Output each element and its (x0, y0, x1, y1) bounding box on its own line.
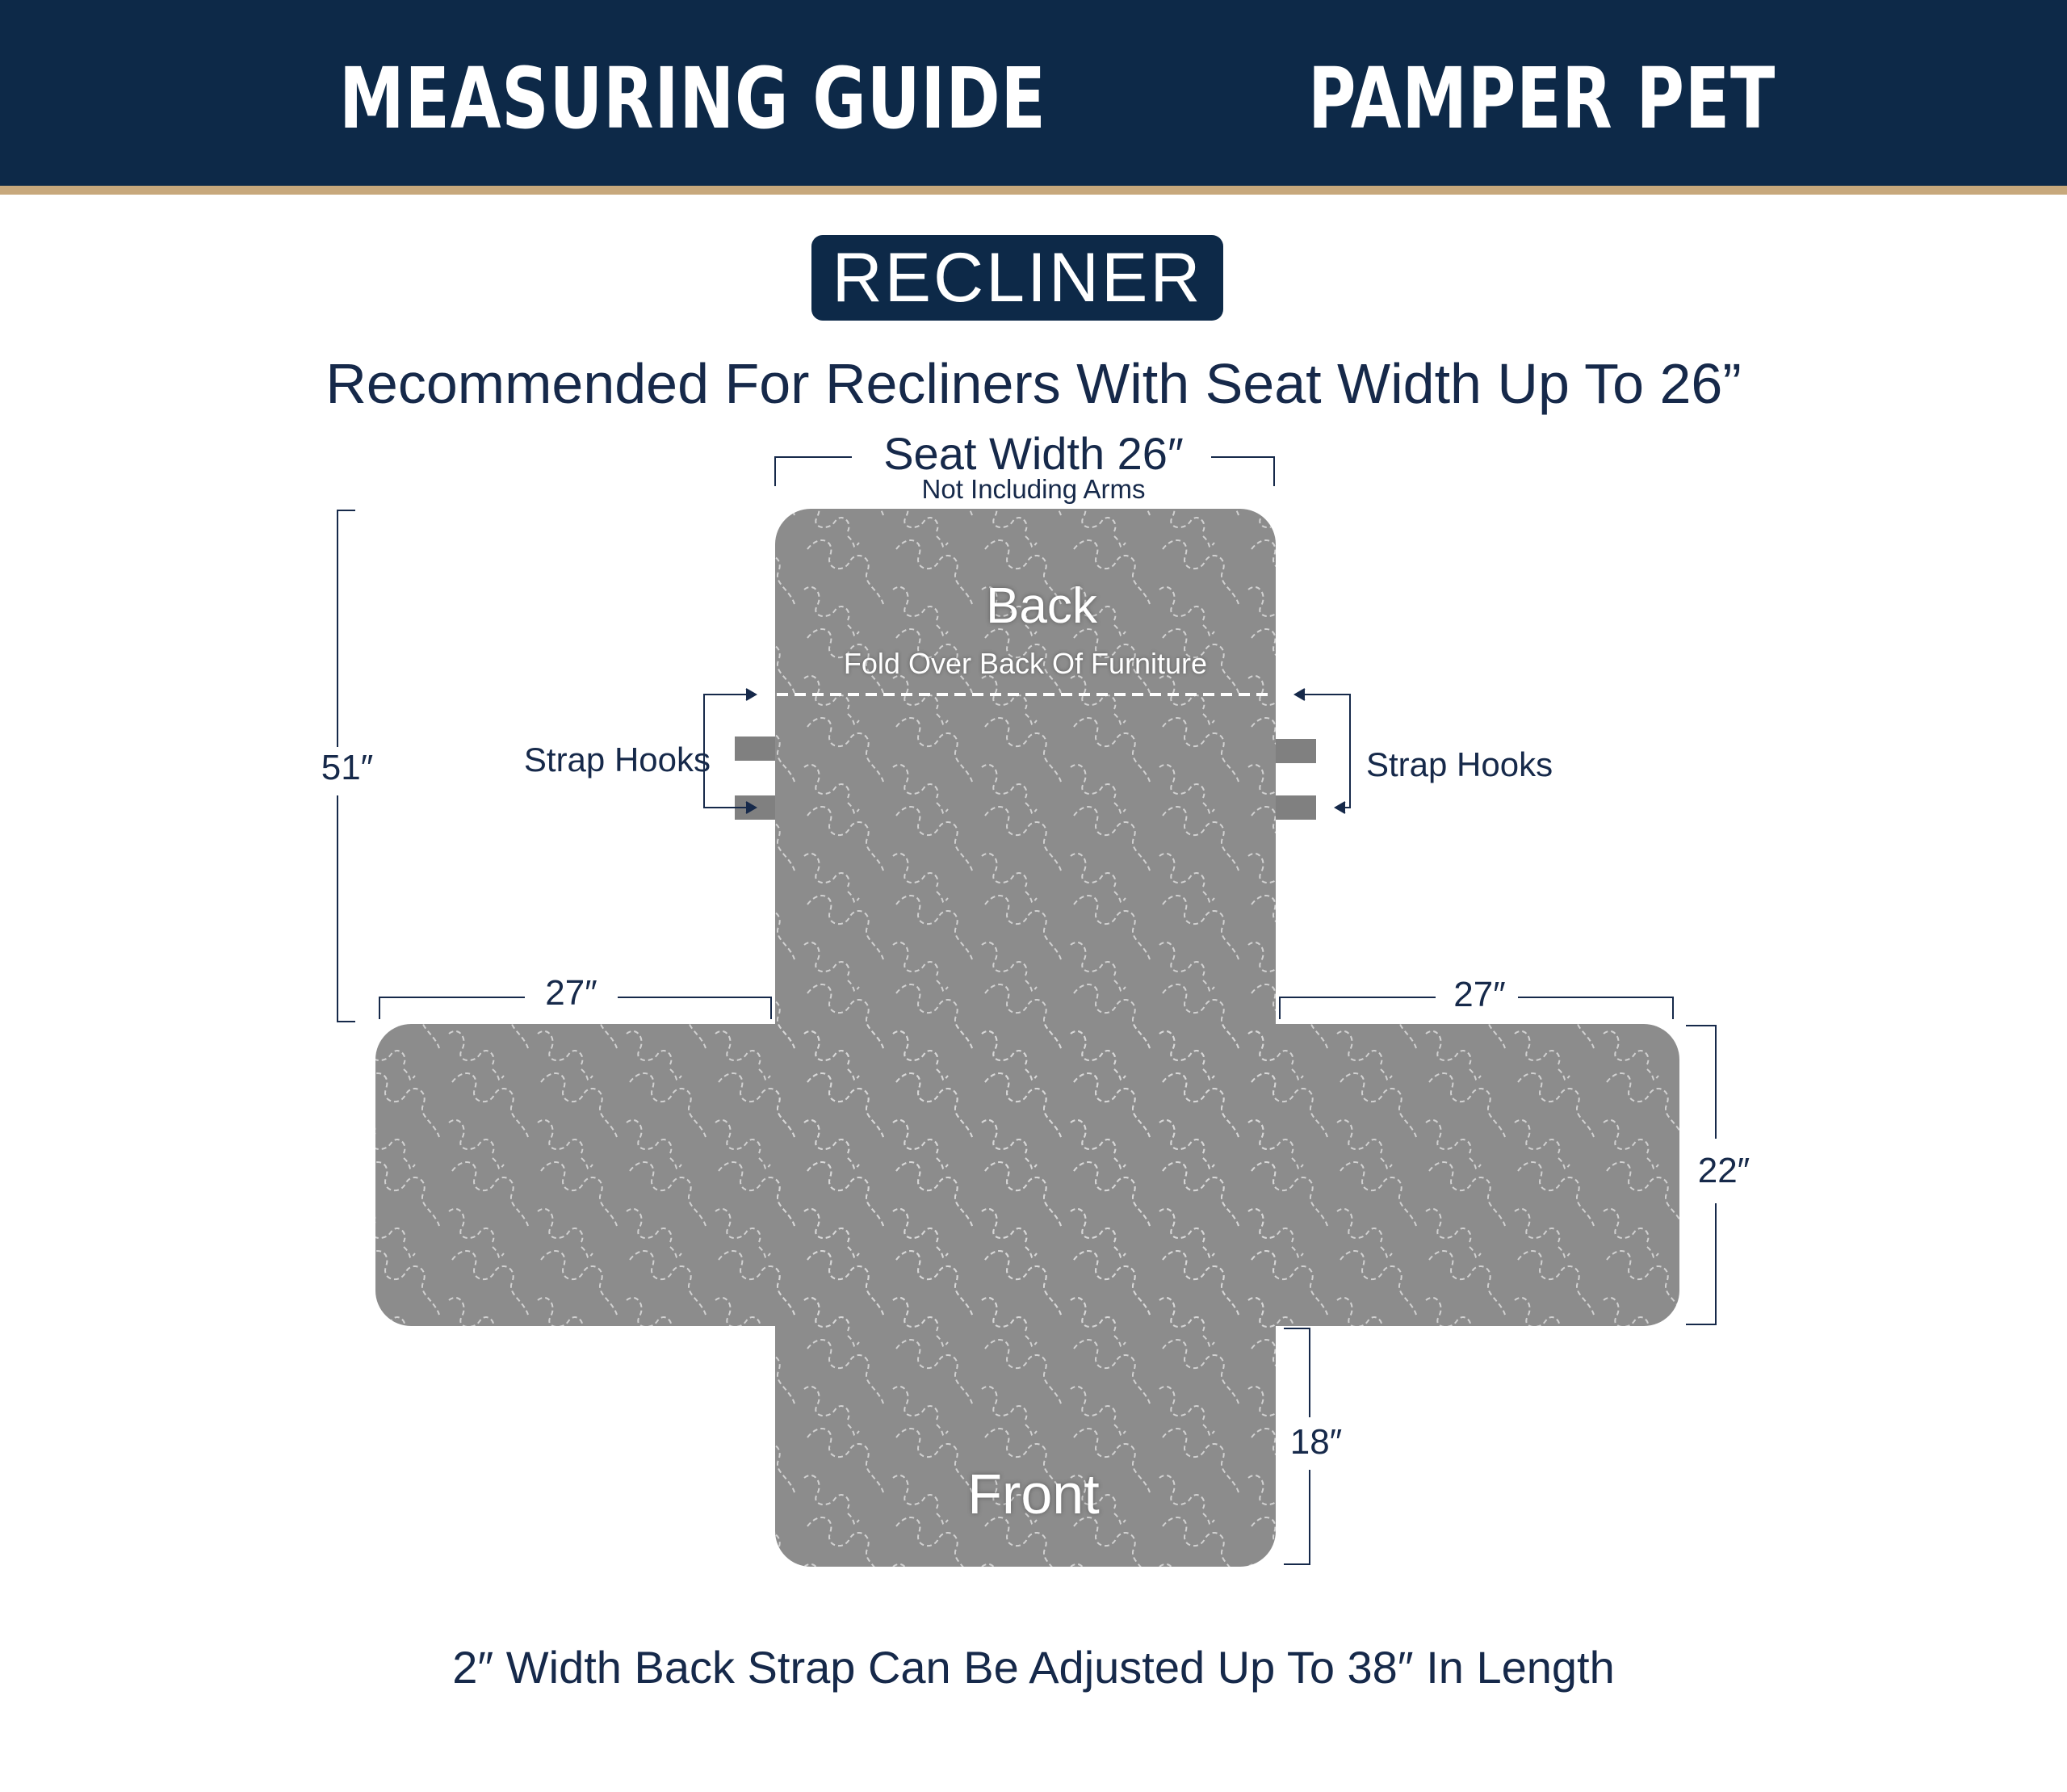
left-arm-length-label: 27″ (545, 973, 597, 1013)
product-type-badge: RECLINER (811, 235, 1223, 321)
strap-hooks-label-left: Strap Hooks (523, 741, 711, 778)
strap-hooks-label-right: Strap Hooks (1366, 745, 1553, 783)
recommendation-subtitle: Recommended For Recliners With Seat Width Up To 26” (325, 352, 1742, 415)
strap-hooks-right (1276, 739, 1316, 820)
front-length-label: 18″ (1289, 1422, 1343, 1462)
fold-note: Fold Over Back Of Furniture (843, 647, 1208, 680)
brand-name: PAMPER PET (1308, 49, 1776, 148)
seat-width-note: Not Including Arms (921, 474, 1146, 504)
seat-width-label: Seat Width 26″ (883, 428, 1184, 479)
measuring-guide-title: MEASURING GUIDE (339, 49, 1046, 148)
back-length-label: 51″ (321, 748, 374, 787)
front-label: Front (967, 1463, 1100, 1526)
right-arm-length-label: 27″ (1453, 975, 1506, 1014)
back-strap-note: 2″ Width Back Strap Can Be Adjusted Up To 38″ In Length (452, 1642, 1615, 1693)
back-label: Back (986, 578, 1097, 634)
arm-width-label: 22″ (1697, 1151, 1750, 1190)
